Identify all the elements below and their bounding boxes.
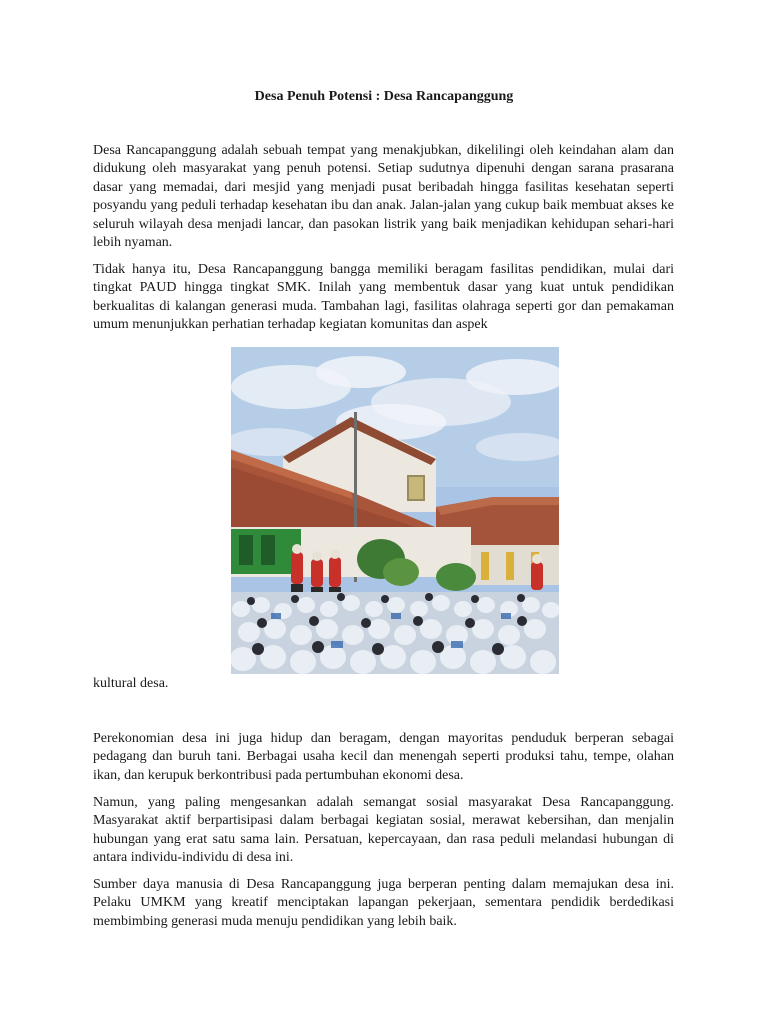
paragraph-education: Tidak hanya itu, Desa Rancapanggung bangga memiliki beragam fasilitas pendidikan, mulai dari tingkat PAUD hingga tingkat SMK. Inilah yang membentuk dasar yang kuat untuk pendidikan berkualitas di kalangan generasi muda. Tambahan lagi, fasilitas olahraga seperti gor dan pemakaman umum menunjukkan perhatian terhadap kegiatan komunitas dan aspek: [93, 262, 674, 333]
paragraph-human-resources: Sumber daya manusia di Desa Rancapanggung juga berperan penting dalam memajukan desa ini. Pelaku UMKM yang kreatif menciptakan lapangan pekerjaan, sementara pendidik berdedikasi membimbing generasi muda menuju pendidikan yang lebih baik.: [93, 877, 674, 929]
document-title: Desa Penuh Potensi : Desa Rancapanggung: [254, 89, 514, 104]
paragraph-education-continued: kultural desa.: [93, 676, 169, 691]
school-assembly-photo: [231, 347, 559, 674]
paragraph-intro: Desa Rancapanggung adalah sebuah tempat yang menakjubkan, dikelilingi oleh keindahan alam dan didukung oleh masyarakat yang penuh potensi. Setiap sudutnya dipenuhi dengan sarana prasarana dasar yang memadai, dari mesjid yang menjadi pusat beribadah hingga fasilitas kesehatan seperti posyandu yang peduli terhadap kesehatan ibu dan anak. Jalan-jalan yang cukup baik membuat akses ke seluruh wilayah desa menjadi lancar, dan pasokan listrik yang baik menjadikan kehidupan sehari-hari lebih nyaman.: [93, 143, 674, 251]
paragraph-economy: Perekonomian desa ini juga hidup dan beragam, dengan mayoritas penduduk berperan sebagai pedagang dan buruh tani. Berbagai usaha kecil dan menengah seperti produksi tahu, tempe, olahan ikan, dan kerupuk berkontribusi pada pertumbuhan ekonomi desa.: [93, 731, 674, 783]
paragraph-social: Namun, yang paling mengesankan adalah semangat sosial masyarakat Desa Rancapanggung. Masyarakat aktif berpartisipasi dalam berbagai kegiatan sosial, merawat kebersihan, dan menjalin hubungan yang erat satu sama lain. Persatuan, kepercayaan, dan rasa peduli melandasi hubungan di antara individu-individu di desa ini.: [93, 795, 674, 866]
